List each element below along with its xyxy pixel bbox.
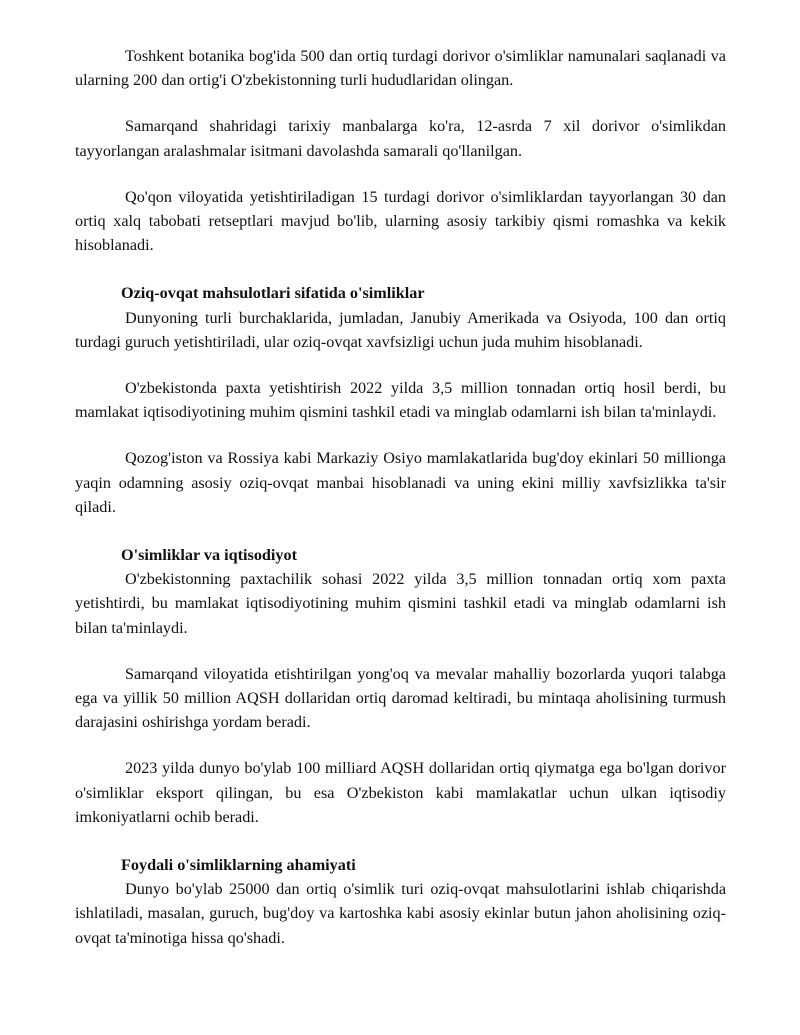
section-heading: Oziq-ovqat mahsulotlari sifatida o'simliklar (121, 284, 425, 303)
section-paragraph: 2023 yilda dunyo bo'ylab 100 milliard AQSH dollaridan ortiq qiymatga ega bo'lgan dorivor o'simliklar eksport qilingan, bu esa O'zbekiston kabi mamlakatlar uchun ulkan iqtisodiy imkoniyatlarni ochib beradi. (75, 759, 726, 826)
paragraph-botanical-garden: Toshkent botanika bog'ida 500 dan ortiq turdagi dorivor o'simliklar namunalari saqlanadi va ularning 200 dan ortig'i O'zbekistonning turli hududlaridan olingan. (75, 47, 726, 90)
section-food-plants (75, 281, 726, 519)
section-paragraph: O'zbekistonning paxtachilik sohasi 2022 yilda 3,5 million tonnadan ortiq xom paxta yetishtirdi, bu mamlakat iqtisodiyotining muhim qismini tashkil etadi va minglab odamlarni ish bilan ta'minlaydi. (75, 570, 726, 637)
section-heading: Foydali o'simliklarning ahamiyati (121, 856, 356, 875)
section-heading: O'simliklar va iqtisodiyot (121, 546, 297, 565)
section-paragraph: Dunyoning turli burchaklarida, jumladan, Janubiy Amerikada va Osiyoda, 100 dan ortiq turdagi guruch yetishtiriladi, ular oziq-ovqat xavfsizligi uchun juda muhim hisoblanadi. (75, 308, 726, 351)
section-useful-plants (75, 853, 726, 950)
document-page (75, 44, 726, 950)
section-paragraph: Dunyo bo'ylab 25000 dan ortiq o'simlik turi oziq-ovqat mahsulotlarini ishlab chiqarishda ishlatiladi, masalan, guruch, bug'doy va kartoshka kabi asosiy ekinlar butun jahon aholisining oziq-ovqat ta'minotiga hissa qo'shadi. (75, 880, 726, 947)
paragraph-kokand-recipes: Qo'qon viloyatida yetishtiriladigan 15 turdagi dorivor o'simliklardan tayyorlangan 30 dan ortiq xalq tabobati retseptlari mavjud bo'lib, ularning asosiy tarkibiy qismi romashka va kekik hisoblanadi. (75, 187, 726, 255)
section-plants-economy (75, 543, 726, 829)
section-paragraph: O'zbekistonda paxta yetishtirish 2022 yilda 3,5 million tonnadan ortiq hosil berdi, bu mamlakat iqtisodiyotining muhim qismini tashkil etadi va minglab odamlarni ish bilan ta'minlaydi. (75, 379, 726, 422)
section-paragraph: Qozog'iston va Rossiya kabi Markaziy Osiyo mamlakatlarida bug'doy ekinlari 50 millionga yaqin odamning asosiy oziq-ovqat manbai hisoblanadi va uning ekini milliy xavfsizlikka ta'sir qiladi. (75, 449, 726, 516)
paragraph-samarkand-history: Samarqand shahridagi tarixiy manbalarga ko'ra, 12-asrda 7 xil dorivor o'simlikdan tayyorlangan aralashmalar isitmani davolashda samarali qo'llanilgan. (75, 117, 726, 160)
section-paragraph: Samarqand viloyatida etishtirilgan yong'oq va mevalar mahalliy bozorlarda yuqori talabga ega va yillik 50 million AQSH dollaridan ortiq daromad keltiradi, bu mintaqa aholisining turmush darajasini oshirishga yordam beradi. (75, 664, 726, 732)
